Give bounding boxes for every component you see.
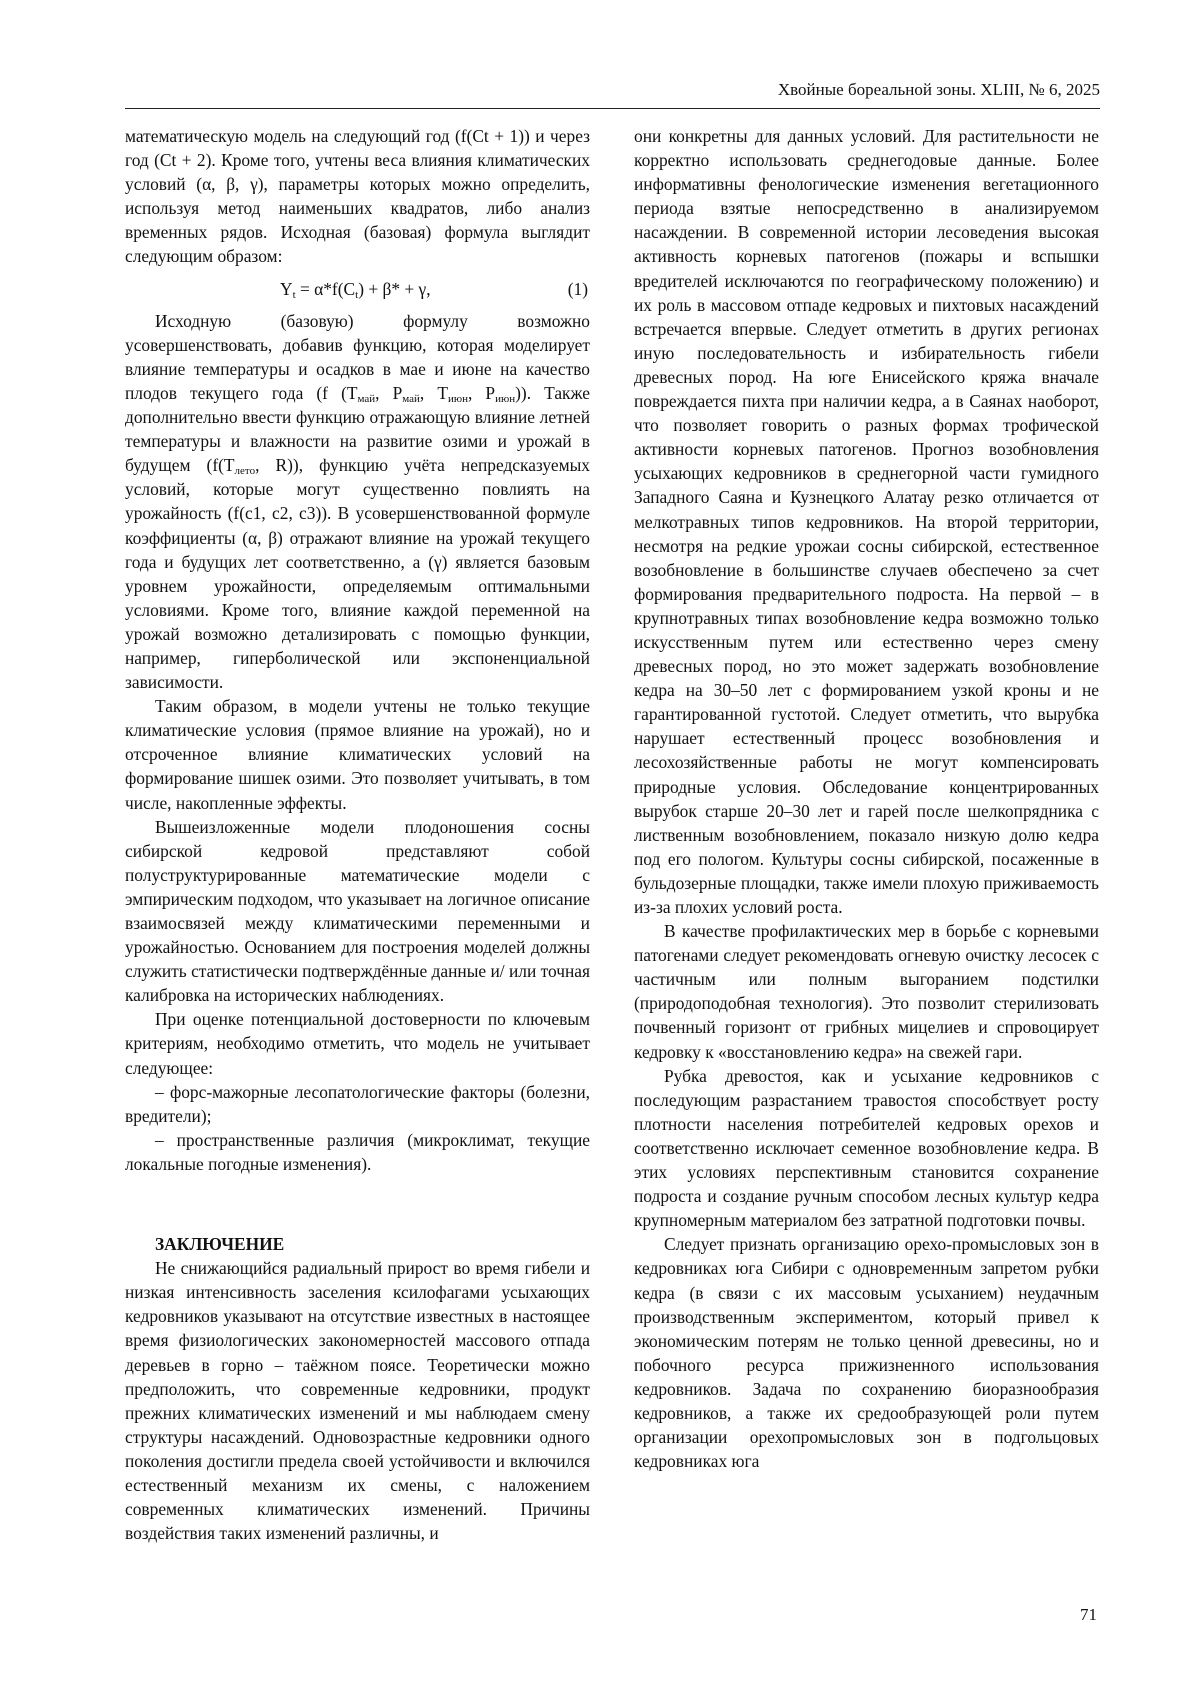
paragraph: Вышеизложенные модели плодоношения сосны сибирской кедровой представляют собой полуструктурированные математические модели с эмпирическим подходом, что указывает на логичное описание взаимосвязей между климатическими переменными и урожайностью. Основанием для построения моделей должны служить статистически подтверждённые данные и/ или точная калибровка на исторических наблюдениях. (125, 816, 590, 1006)
paragraph: Не снижающийся радиальный прирост во время гибели и низкая интенсивность заселения ксилофагами усыхающих кедровников указывают на отсутствие известных в настоящее время физиологических закономерностей массового отпада деревьев в горно – таёжном поясе. Теоретически можно предположить, что современные кедровники, продукт прежних климатических изменений и мы наблюдаем смену структуры насаждений. Одновозрастные кедровники одного поколения достигли предела своей устойчивости и включился естественный механизм их смены, с наложением современных климатических изменений. Причины воздействия таких изменений различны, и (125, 1258, 590, 1544)
paragraph: математическую модель на следующий год (f(Ct + 1)) и через год (Ct + 2). Кроме того, учтены веса влияния климатических условий (α, β, γ), параметры которых можно определить, используя метод наименьших квадратов, либо анализ временных рядов. Исходная (базовая) формула выглядит следующим образом: (125, 126, 590, 267)
equation-number: (1) (567, 278, 588, 299)
list-item: – форс-мажорные лесопатологические факторы (болезни, вредители); (125, 1081, 590, 1126)
paragraph: Таким образом, в модели учтены не только текущие климатические условия (прямое влияние на урожай), но и отсроченное влияние климатических условий на формирование шишек озими. Это позволяет учитывать, в том числе, накопленные эффекты. (125, 696, 590, 813)
left-column (125, 124, 590, 1545)
running-header (125, 80, 1100, 109)
paragraph: При оценке потенциальной достоверности по ключевым критериям, необходимо отметить, что модель не учитывает следующее: (125, 1009, 590, 1078)
paragraph: они конкретны для данных условий. Для растительности не корректно использовать среднегодовые данные. Более информативны фенологические изменения вегетационного периода взятые непосредственно в анализируемом насаждении. В современной истории лесоведения высокая активность корневых патогенов (пожары и вспышки вредителей исключаются по географическому положению) и их роль в массовом отпаде кедровых и пихтовых насаждений встречается впервые. Следует отметить в других регионах иную последовательность и избирательность гибели древесных пород. На юге Енисейского кряжа вначале повреждается пихта при наличии кедра, а в Саянах наоборот, что позволяет говорить о разных формах трофической активности корневых патогенов. Прогноз возобновления усыхающих кедровников в среднегорной части гумидного Западного Саяна и Кузнецкого Алатау резко отличается от мелкотравных типов кедровников. На второй территории, несмотря на редкие урожаи сосны сибирской, естественное возобновление в большинстве случаев обеспечено за счет формирования предварительного подроста. На первой – в крупнотравных типах возобновление кедра возможно только искусственным путем или естественно через смену древесных пород, но это может задержать возобновление кедра на 30–50 лет с формированием узкой кроны и не гарантированной густотой. Следует отметить, что вырубка нарушает естественный процесс возобновления и лесохозяйственные работы не могут компенсировать природные условия. Обследование концентрированных вырубок старше 20–30 лет и гарей после шелкопрядника с лиственным возобновлением, показало низкую долю кедра под его пологом. Культуры сосны сибирской, посаженные в бульдозерные площадки, также имели плохую приживаемость из-за плохих условий роста. (634, 126, 1099, 917)
paragraph: Следует признать организацию орехо-промысловых зон в кедровниках юга Сибири с одновременным запретом рубки кедра (в связи с их массовым усыханием) неудачным производственным экспериментом, который привел к экономическим потерям не только ценной древесины, но и побочного ресурса прижизненного использования кедровников. Задача по сохранению биоразнообразия кедровников, а также их средообразующей роли путем организации орехопромысловых зон в подгольцовых кедровниках юга (634, 1234, 1099, 1472)
formula-1 (125, 277, 590, 301)
paragraph: Рубка древостоя, как и усыхание кедровников с последующим разрастанием травостоя способствует росту плотности населения потребителей кедровых орехов и соответственно исключает семенное возобновление кедра. В этих условиях перспективным становится сохранение подроста и создание ручным способом лесных культур кедра крупномерным материалом без затратной подготовки почвы. (634, 1065, 1099, 1231)
section-heading: ЗАКЛЮЧЕНИЕ (155, 1234, 285, 1255)
list-item: – пространственные различия (микроклимат, текущие локальные погодные изменения). (125, 1129, 590, 1174)
paragraph: В качестве профилактических мер в борьбе с корневыми патогенами следует рекомендовать огневую очистку лесосек с частичным или полным выгоранием подстилки (природоподобная технология). Это позволит стерилизовать почвенный горизонт от грибных мицелиев и спровоцирует кедровку к «восстановлению кедра» на свежей гари. (634, 921, 1099, 1062)
journal-title: Хвойные бореальной зоны. XLIII, № 6, 2025 (777, 80, 1100, 99)
page-number: 71 (1080, 1605, 1097, 1624)
right-column (634, 124, 1099, 1473)
formula-expression: $Y_t = \alpha*f(C_t) + \beta* + \gamma$, (280, 278, 431, 301)
paragraph: Исходную (базовую) формулу возможно усовершенствовать, добавив функцию, которая моделирует влияние температуры и осадков в мае и июне на качество плодов текущего года (f ($T_{май}$, $P_{май}$, $T_{июн}$, $P_{июн}$)). Также дополнительно ввести функцию отражающую влияние летней температуры и влажности на развитие озими и урожай в будущем ($f(T_{лето}$, R)), функцию учёта непредсказуемых условий, которые могут существенно повлиять на урожайность (f(c1, c2, c3)). В усовершенствованной формуле коэффициенты (α, β) отражают влияние на урожай текущего года и будущих лет соответственно, а (γ) является базовым уровнем урожайности, определяемым оптимальными условиями. Кроме того, влияние каждой переменной на урожай возможно детализировать с помощью функции, например, гиперболической или экспоненциальной зависимости. (125, 310, 590, 693)
